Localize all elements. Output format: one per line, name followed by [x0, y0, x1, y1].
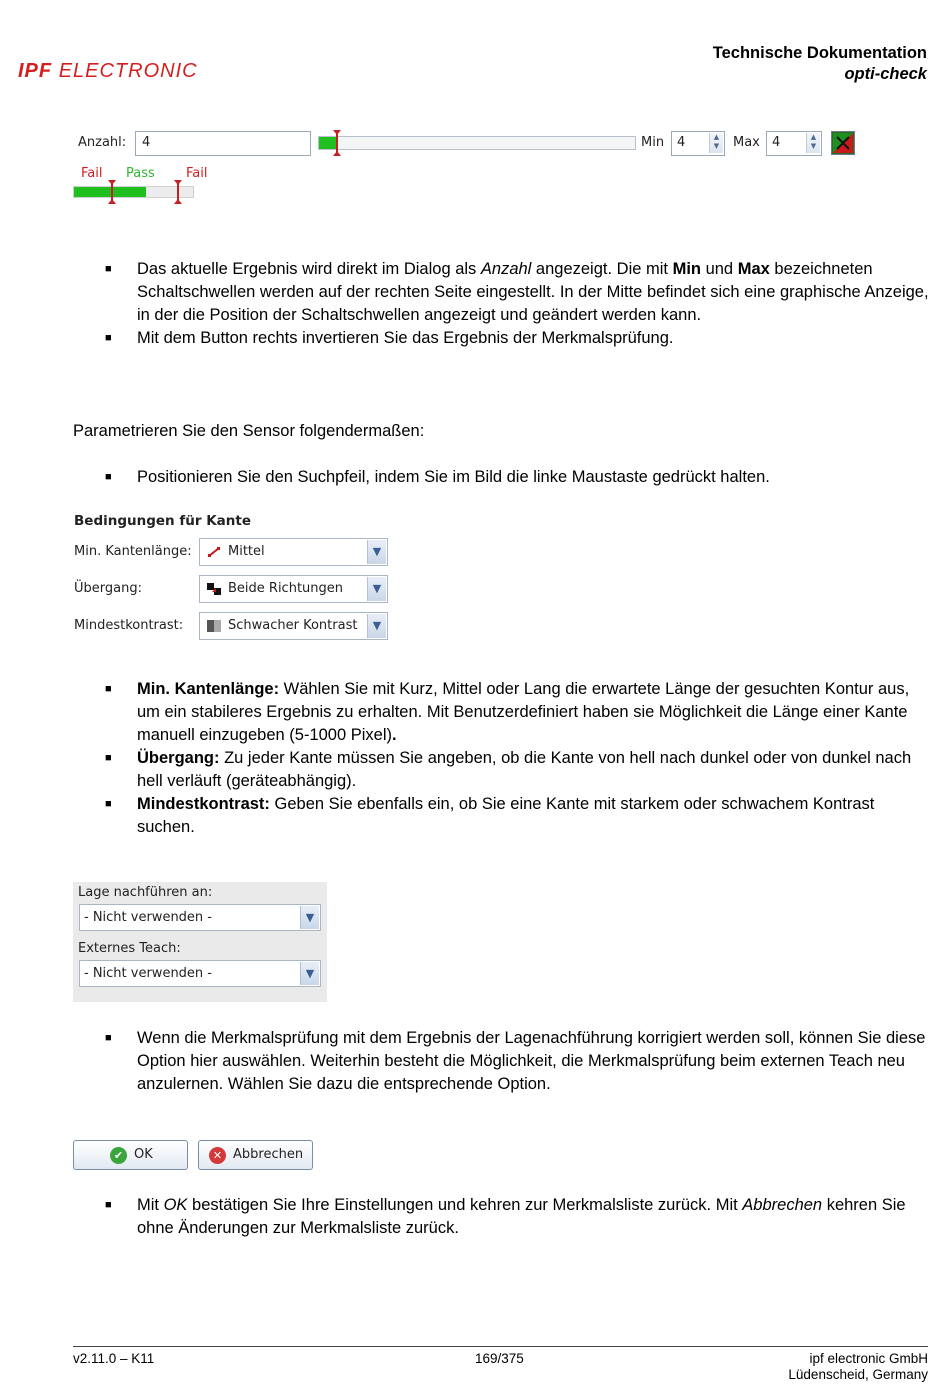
- threshold-dialog: [73, 128, 863, 208]
- transition-dropdown[interactable]: [199, 575, 388, 603]
- text-run: bezeichneten Schaltschwellen werden auf der rechten Seite eingestellt. In der Mitte befindet sich eine graphische Anzeige, in der die Position der Schaltschwellen angezeigt und geändert werden kann.: [137, 260, 929, 324]
- chevron-down-icon[interactable]: ▼: [300, 906, 319, 929]
- fail-right-label: Fail: [186, 166, 208, 181]
- transition-icon: [207, 583, 221, 595]
- edge-length-icon: [207, 546, 221, 558]
- min-edge-length-value: Mittel: [228, 544, 265, 559]
- text-run-bold: Max: [737, 260, 770, 278]
- max-value: 4: [772, 135, 781, 150]
- text-run: Mit: [137, 1196, 164, 1214]
- chevron-down-icon[interactable]: ▼: [367, 577, 386, 601]
- cancel-button-label: Abbrechen: [233, 1147, 304, 1162]
- text-run: und: [701, 260, 738, 278]
- text-run: Das aktuelle Ergebnis wird direkt im Dialog als: [137, 260, 481, 278]
- count-label: Anzahl:: [78, 135, 127, 150]
- bullet-marker: ■: [105, 798, 112, 810]
- contrast-icon: [207, 620, 221, 632]
- bullet-marker: ■: [105, 332, 112, 344]
- position-tracking-label: Lage nachführen an:: [78, 885, 213, 900]
- edge-conditions-title: Bedingungen für Kante: [74, 513, 251, 529]
- max-label: Max: [733, 135, 760, 150]
- logo-mark: IPF: [18, 60, 53, 82]
- text-run: Zu jeder Kante müssen Sie angeben, ob die Kante von hell nach dunkel oder von dunkel nach hell verläuft (geräteabhängig).: [137, 749, 912, 790]
- position-tracking-dropdown[interactable]: [79, 904, 321, 931]
- text-run-bold: Übergang:: [137, 749, 220, 767]
- bullet-marker: ■: [105, 1032, 112, 1044]
- text-run-bold: Mindestkontrast:: [137, 795, 270, 813]
- bullet-marker: ■: [105, 683, 112, 695]
- tracking-panel: [73, 882, 327, 1002]
- bullet-result-text: [137, 258, 932, 327]
- text-run: Geben Sie ebenfalls ein, ob Sie eine Kante mit starkem oder schwachem Kontrast suchen.: [137, 795, 875, 836]
- text-run-bold: .: [392, 726, 397, 744]
- intro-text: Parametrieren Sie den Sensor folgendermaßen:: [73, 422, 425, 440]
- external-teach-label: Externes Teach:: [78, 941, 181, 956]
- threshold-slider[interactable]: [318, 136, 636, 150]
- footer-version: v2.11.0 – K11: [73, 1351, 155, 1366]
- text-run-bold: Min: [672, 260, 701, 278]
- min-contrast-dropdown[interactable]: [199, 612, 388, 640]
- bullet-marker: ■: [105, 752, 112, 764]
- invert-result-button[interactable]: [831, 131, 855, 155]
- chevron-down-icon[interactable]: ▼: [367, 614, 386, 638]
- footer-company-name: ipf electronic GmbH: [809, 1351, 928, 1366]
- footer-page-number: 169/375: [475, 1351, 524, 1366]
- bullet-tracking-text: Wenn die Merkmalsprüfung mit dem Ergebnis der Lagenachführung korrigiert werden soll, können Sie diese Option hier auswählen. Weiterhin besteht die Möglichkeit, die Merkmalsprüfung beim externen Teach neu anzulernen. Wählen Sie dazu die entsprechende Option.: [137, 1029, 926, 1093]
- cancel-icon: ✕: [209, 1147, 226, 1164]
- bullet-position-text: Positionieren Sie den Suchpfeil, indem Sie im Bild die linke Maustaste gedrückt halten.: [137, 468, 770, 486]
- max-spin-arrows-icon[interactable]: ▲ ▼: [806, 133, 820, 153]
- edge-conditions-panel: [73, 510, 393, 645]
- transition-label: Übergang:: [74, 581, 142, 596]
- min-edge-length-dropdown[interactable]: [199, 538, 388, 566]
- transition-value: Beide Richtungen: [228, 581, 344, 596]
- min-edge-length-label: Min. Kantenlänge:: [74, 544, 192, 559]
- pass-label: Pass: [126, 166, 155, 181]
- slider-marker[interactable]: [332, 130, 342, 156]
- text-run-italic: Anzahl: [480, 260, 532, 278]
- document-header: [713, 43, 927, 85]
- logo-wordmark: ELECTRONIC: [58, 60, 198, 82]
- footer-company-location: Lüdenscheid, Germany: [788, 1367, 928, 1382]
- bullet-marker: ■: [105, 1199, 112, 1211]
- chevron-down-icon[interactable]: ▼: [300, 962, 319, 985]
- min-spin-arrows-icon[interactable]: ▲ ▼: [709, 133, 723, 153]
- bullet-final-text: [137, 1194, 932, 1240]
- chevron-down-icon[interactable]: ▼: [367, 540, 386, 564]
- bullet-marker: ■: [105, 471, 112, 483]
- max-spinbox[interactable]: [766, 131, 822, 156]
- bullet-transition-text: [137, 747, 932, 793]
- footer-company: [788, 1351, 928, 1383]
- bullet-marker: ■: [105, 263, 112, 275]
- min-contrast-value: Schwacher Kontrast: [228, 618, 358, 633]
- external-teach-value: - Nicht verwenden -: [84, 966, 212, 981]
- bullet-contrast-text: [137, 793, 932, 839]
- fail-left-label: Fail: [81, 166, 103, 181]
- min-label: Min: [641, 135, 665, 150]
- bullet-edge-length-text: [137, 678, 932, 747]
- company-logo: [18, 60, 198, 83]
- document-subtitle: opti-check: [844, 65, 927, 83]
- text-run-italic: OK: [163, 1196, 188, 1214]
- min-spinbox[interactable]: [671, 131, 725, 156]
- text-run: bestätigen Sie Ihre Einstellungen und kehren zur Merkmalsliste zurück. Mit: [187, 1196, 743, 1214]
- text-run: kehren Sie ohne Änderungen zur Merkmalsliste zurück.: [137, 1196, 906, 1237]
- min-threshold-marker[interactable]: [107, 180, 117, 204]
- text-run-bold: Min. Kantenlänge:: [137, 680, 280, 698]
- count-field[interactable]: 4: [135, 131, 311, 156]
- text-run: angezeigt. Die mit: [531, 260, 673, 278]
- footer-divider: [73, 1346, 928, 1347]
- position-tracking-value: - Nicht verwenden -: [84, 910, 212, 925]
- invert-icon: [832, 132, 854, 154]
- min-contrast-label: Mindestkontrast:: [74, 618, 184, 633]
- document-title: Technische Dokumentation: [712, 44, 927, 62]
- external-teach-dropdown[interactable]: [79, 960, 321, 987]
- checkmark-icon: ✔: [110, 1147, 127, 1164]
- cancel-button[interactable]: [198, 1140, 313, 1170]
- max-threshold-marker[interactable]: [173, 180, 183, 204]
- ok-button[interactable]: [73, 1140, 188, 1170]
- min-value: 4: [677, 135, 686, 150]
- text-run-italic: Abbrechen: [742, 1196, 823, 1214]
- bullet-invert-text: Mit dem Button rechts invertieren Sie das Ergebnis der Merkmalsprüfung.: [137, 329, 674, 347]
- ok-button-label: OK: [134, 1147, 153, 1162]
- text-run: Wählen Sie mit Kurz, Mittel oder Lang die erwartete Länge der gesuchten Kontur aus, um ein stabileres Ergebnis zu erhalten. Mit Benutzerdefiniert haben sie Möglichkeit die Länge einer Kante manuell einzugeben (5-1000 Pixel): [137, 680, 910, 744]
